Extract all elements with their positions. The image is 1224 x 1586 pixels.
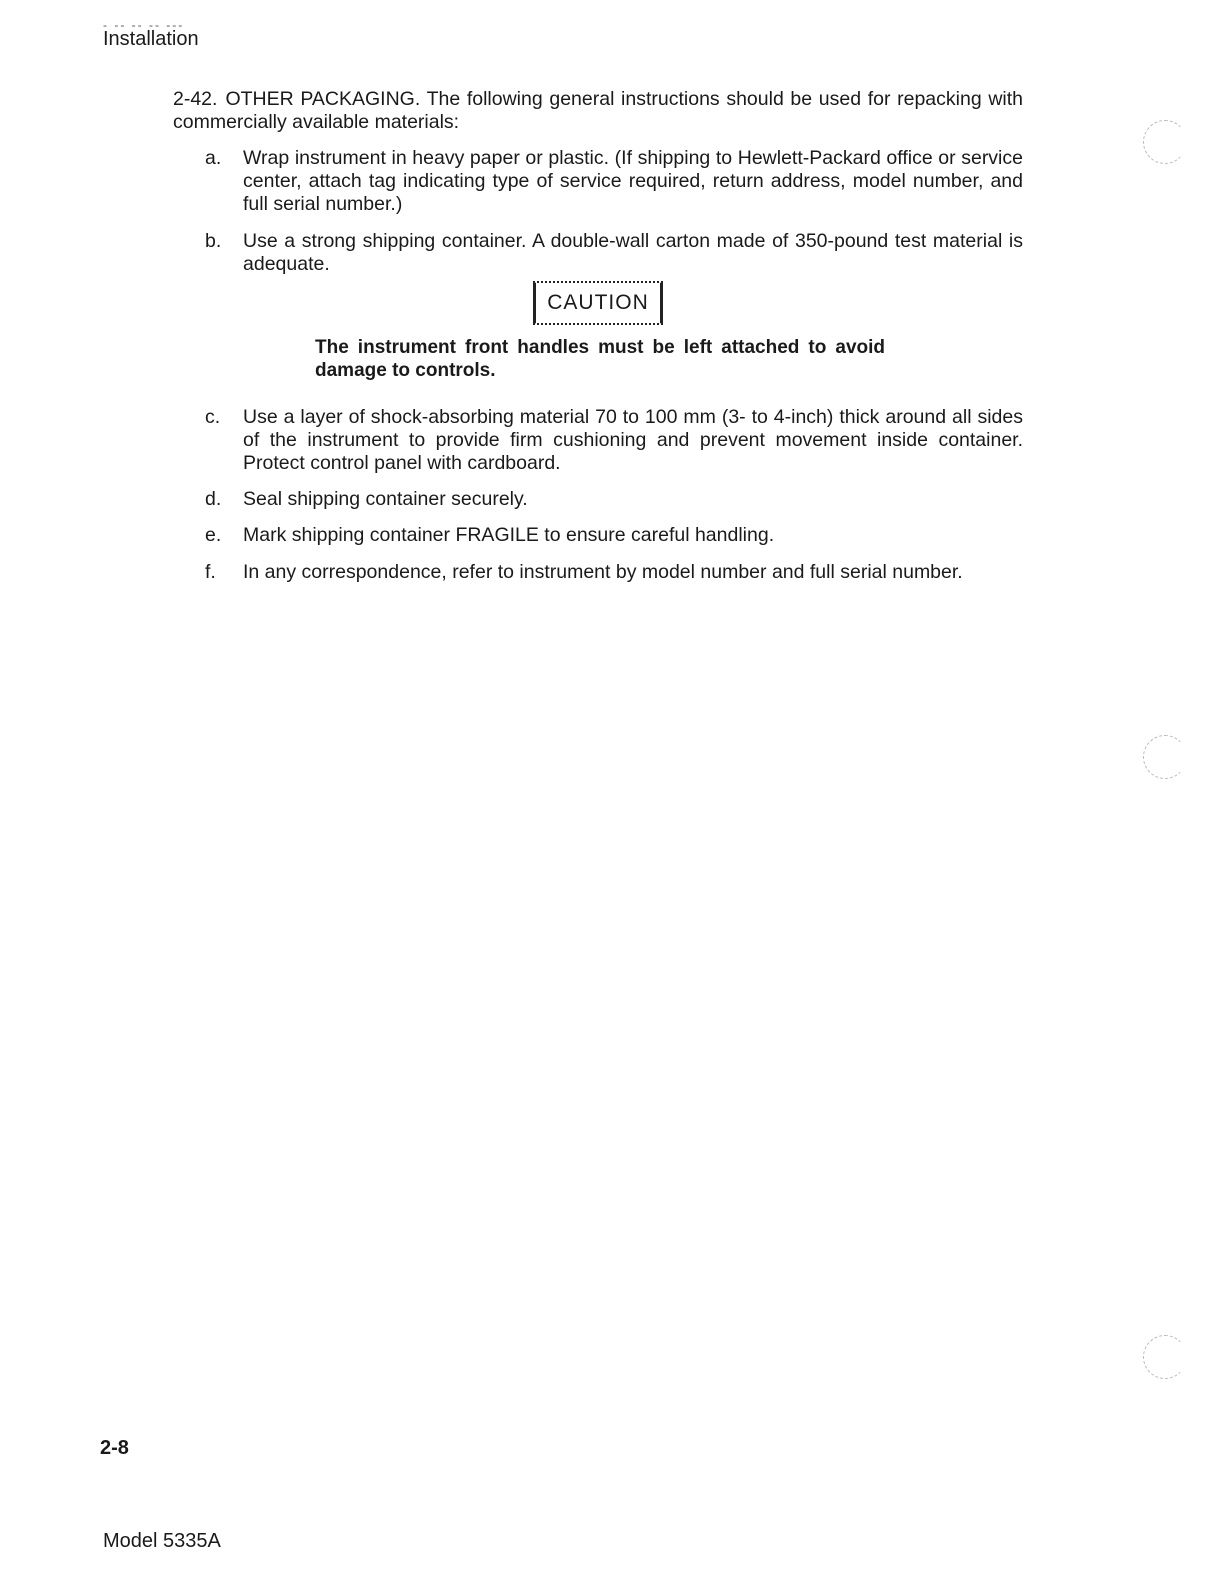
list-item-text: Wrap instrument in heavy paper or plastic. (If shipping to Hewlett-Packard office or service center, attach tag indicating type of service required, return address, model number, and full serial number.): [243, 147, 1023, 215]
footer-model: Model 5335A: [103, 1530, 221, 1552]
caution-label: CAUTION: [533, 281, 663, 325]
list-item-letter: d.: [205, 488, 222, 510]
list-item-text: Mark shipping container FRAGILE to ensure careful handling.: [243, 524, 775, 546]
section-number: 2-42.: [173, 88, 218, 110]
running-head: Installation: [103, 28, 199, 50]
binder-hole-icon: [1143, 1335, 1187, 1379]
header-marks: - -- -- -- ---: [103, 18, 185, 32]
list-item-text: In any correspondence, refer to instrument by model number and full serial number.: [243, 561, 963, 583]
list-item-letter: f.: [205, 561, 216, 583]
list-item-letter: c.: [205, 406, 221, 428]
page-number: 2-8: [100, 1437, 129, 1459]
list-item-text: Seal shipping container securely.: [243, 488, 528, 510]
list-item-letter: e.: [205, 524, 222, 546]
binder-hole-icon: [1143, 120, 1187, 164]
binder-hole-icon: [1143, 735, 1187, 779]
list-item-text: Use a layer of shock-absorbing material 70 to 100 mm (3- to 4-inch) thick around all sides of the instrument to provide firm cushioning and prevent movement inside container. Protect control panel with cardboard.: [243, 406, 1023, 474]
list-item-letter: b.: [205, 230, 222, 252]
section-2-42: [173, 88, 1023, 134]
section-text: OTHER PACKAGING. The following general instructions should be used for repacking with commercially available materials:: [173, 88, 1023, 133]
list-item-text: Use a strong shipping container. A double-wall carton made of 350-pound test material is adequate.: [243, 230, 1023, 275]
list-item-letter: a.: [205, 147, 222, 169]
caution-text: The instrument front handles must be left attached to avoid damage to controls.: [315, 337, 885, 381]
